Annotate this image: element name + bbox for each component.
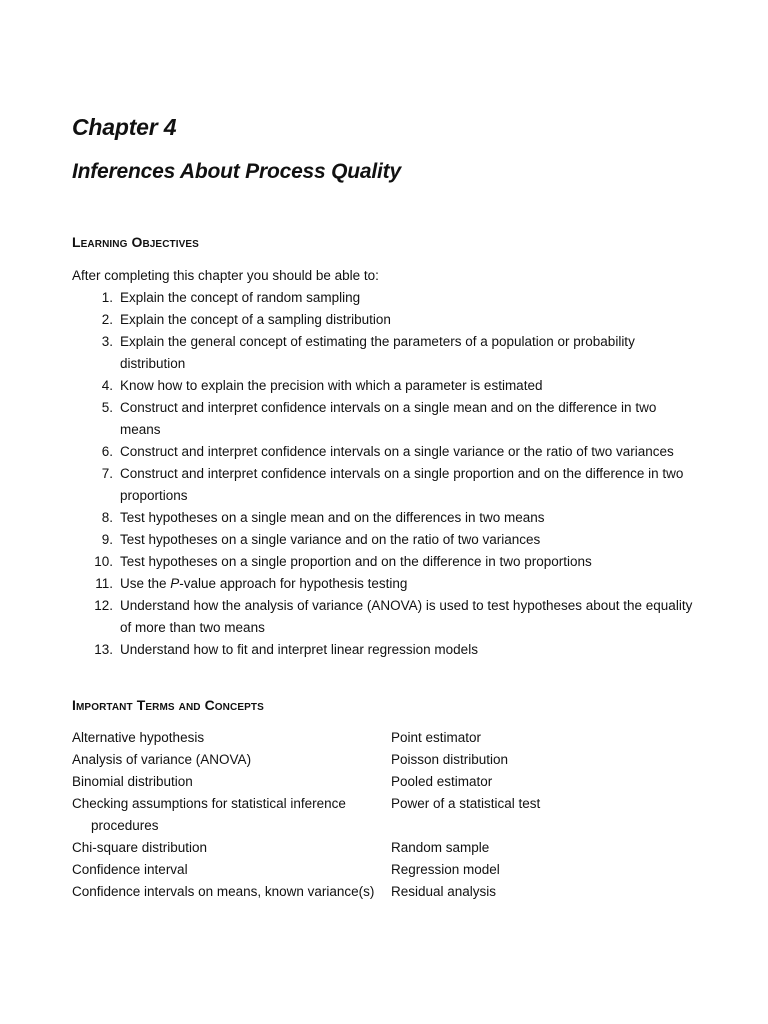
term-left: Checking assumptions for statistical inference <box>72 796 346 811</box>
term-right: Point estimator <box>391 730 482 745</box>
list-item <box>72 441 702 463</box>
list-item-text: Construct and interpret confidence intervals on a single proportion and on the difference in two <box>120 466 684 481</box>
list-item <box>72 287 702 309</box>
list-item-text: Explain the concept of a sampling distribution <box>120 312 391 327</box>
list-item-text: Test hypotheses on a single proportion and on the difference in two proportions <box>120 554 592 569</box>
list-item-text: Understand how the analysis of variance (ANOVA) is used to test hypotheses about the equality <box>120 598 693 613</box>
objectives-intro: After completing this chapter you should be able to: <box>72 268 379 283</box>
term-left: Binomial distribution <box>72 774 193 789</box>
list-item-number: 12. <box>94 598 113 613</box>
table-row <box>72 749 702 771</box>
table-row <box>72 771 702 793</box>
term-right: Residual analysis <box>391 884 497 899</box>
table-row <box>72 881 702 903</box>
chapter-title: Inferences About Process Quality <box>72 160 401 183</box>
list-item-number: 5. <box>101 400 113 415</box>
term-right: Poisson distribution <box>391 752 509 767</box>
list-item-text-continuation: proportions <box>120 488 188 503</box>
chapter-number: Chapter 4 <box>72 114 177 140</box>
learning-objectives-list <box>72 287 702 661</box>
list-item <box>72 397 702 441</box>
list-item <box>72 463 702 507</box>
term-left-continuation: procedures <box>91 818 159 833</box>
list-item <box>72 507 702 529</box>
list-item-number: 9. <box>101 532 113 547</box>
term-left: Chi-square distribution <box>72 840 208 855</box>
important-terms-heading: Important Terms and Concepts <box>72 697 264 713</box>
list-item-number: 8. <box>101 510 113 525</box>
list-item-text-continuation: distribution <box>120 356 186 371</box>
list-item <box>72 639 702 661</box>
list-item <box>72 595 702 639</box>
term-right: Random sample <box>391 840 490 855</box>
list-item-number: 6. <box>101 444 113 459</box>
list-item-number: 1. <box>101 290 113 305</box>
list-item-number: 2. <box>101 312 113 327</box>
table-row <box>72 815 702 837</box>
term-right <box>410 815 702 837</box>
list-item-text: Understand how to fit and interpret linear regression models <box>120 642 478 657</box>
list-item-number: 4. <box>101 378 113 393</box>
list-item <box>72 331 702 375</box>
list-item-text: Explain the concept of random sampling <box>120 290 361 305</box>
term-right: Power of a statistical test <box>391 796 541 811</box>
list-item <box>72 309 702 331</box>
term-left: Confidence intervals on means, known variance(s) <box>72 884 375 899</box>
list-item-number: 7. <box>101 466 113 481</box>
list-item-text: Construct and interpret confidence intervals on a single variance or the ratio of two variances <box>120 444 674 459</box>
term-left: Alternative hypothesis <box>72 730 205 745</box>
list-item-text: Test hypotheses on a single variance and on the ratio of two variances <box>120 532 541 547</box>
list-item-text: Explain the general concept of estimating the parameters of a population or probability <box>120 334 635 349</box>
list-item-text: Construct and interpret confidence intervals on a single mean and on the difference in two <box>120 400 657 415</box>
list-item-text: Use the P-value approach for hypothesis testing <box>120 576 408 591</box>
list-item <box>72 529 702 551</box>
list-item-number: 13. <box>94 642 113 657</box>
list-item <box>72 375 702 397</box>
table-row <box>72 793 702 815</box>
list-item-text-continuation: means <box>120 422 161 437</box>
important-terms-table <box>72 727 702 903</box>
list-item-number: 10. <box>94 554 113 569</box>
table-row <box>72 859 702 881</box>
list-item-number: 11. <box>95 576 113 591</box>
list-item-text: Know how to explain the precision with which a parameter is estimated <box>120 378 543 393</box>
list-item <box>72 573 702 595</box>
list-item-number: 3. <box>101 334 113 349</box>
list-item-text: Test hypotheses on a single mean and on the differences in two means <box>120 510 545 525</box>
table-row <box>72 837 702 859</box>
term-left: Confidence interval <box>72 862 188 877</box>
term-right: Regression model <box>391 862 500 877</box>
list-item-text-continuation: of more than two means <box>120 620 265 635</box>
table-row <box>72 727 702 749</box>
list-item <box>72 551 702 573</box>
term-right: Pooled estimator <box>391 774 493 789</box>
term-left: Analysis of variance (ANOVA) <box>72 752 252 767</box>
learning-objectives-heading: Learning Objectives <box>72 234 199 250</box>
